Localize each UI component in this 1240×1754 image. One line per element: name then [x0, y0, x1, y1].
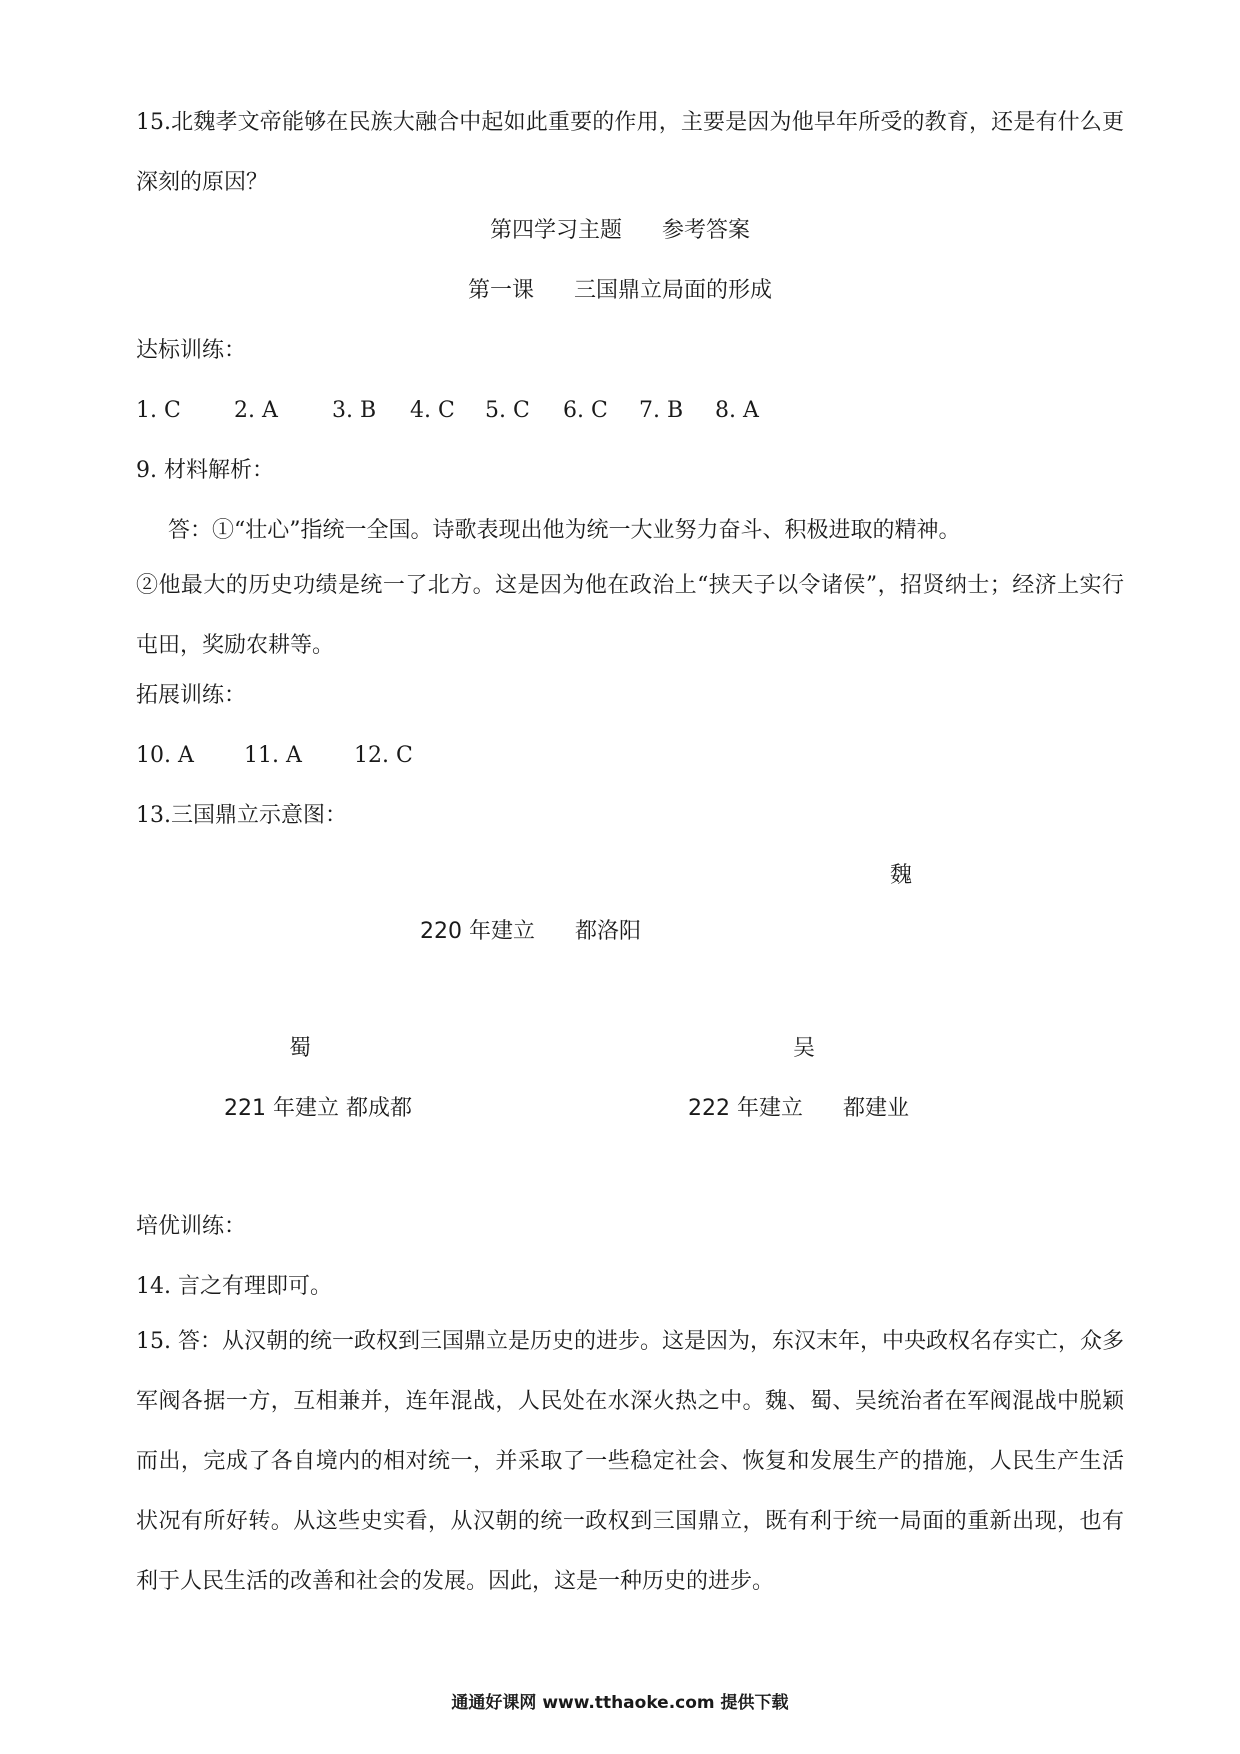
- answer-7: 7. B: [639, 398, 684, 423]
- question-9-answer-1: 答：①“壮心”指统一全国。诗歌表现出他为统一大业努力奋斗、积极进取的精神。: [168, 518, 961, 543]
- shu-name: 蜀: [289, 1036, 312, 1061]
- section-label-basic: 达标训练：: [136, 338, 247, 363]
- answer-6: 6. C: [563, 398, 608, 423]
- answer-2: 2. A: [234, 398, 278, 423]
- answer-5: 5. C: [485, 398, 530, 423]
- answer-12: 12. C: [354, 743, 413, 768]
- question-9-label: 9. 材料解析：: [136, 458, 274, 483]
- wei-capital: 都洛阳: [575, 919, 642, 944]
- answers-title-part2: 参考答案: [662, 218, 751, 243]
- lesson-title: [0, 276, 1240, 306]
- lesson-title-part2: 三国鼎立局面的形成: [574, 278, 773, 303]
- answer-4: 4. C: [410, 398, 455, 423]
- question-15-prompt: 15.北魏孝文帝能够在民族大融合中起如此重要的作用，主要是因为他早年所受的教育，还是有什么更深刻的原因？: [136, 110, 1124, 195]
- section-label-extension: 拓展训练：: [136, 683, 247, 708]
- question-9-answer-2: ②他最大的历史功绩是统一了北方。这是因为他在政治上“挟天子以令诸侯”，招贤纳士；经济上实行屯田，奖励农耕等。: [136, 573, 1124, 658]
- wei-name: 魏: [890, 863, 913, 888]
- answer-1: 1. C: [136, 398, 181, 423]
- question-13-label: 13.三国鼎立示意图：: [136, 803, 347, 828]
- answers-title-part1: 第四学习主题: [489, 218, 622, 243]
- wei-info: [420, 917, 641, 947]
- answer-11: 11. A: [244, 743, 302, 768]
- wu-capital: 都建业: [843, 1096, 910, 1121]
- answer-3: 3. B: [332, 398, 377, 423]
- answers-title: [0, 216, 1240, 246]
- answer-10: 10. A: [136, 743, 194, 768]
- shu-info: 221 年建立 都成都: [224, 1096, 412, 1121]
- wu-info: [688, 1094, 909, 1124]
- wei-founded: 220 年建立: [420, 919, 535, 944]
- answer-8: 8. A: [715, 398, 759, 423]
- wu-founded: 222 年建立: [688, 1096, 803, 1121]
- question-14-answer: 14. 言之有理即可。: [136, 1274, 332, 1299]
- wu-name: 吴: [793, 1036, 816, 1061]
- lesson-title-part1: 第一课: [467, 278, 534, 303]
- page-footer: 通通好课网 www.tthaoke.com 提供下载: [451, 1693, 789, 1713]
- section-label-advanced: 培优训练：: [136, 1214, 247, 1239]
- question-15-answer: 15. 答：从汉朝的统一政权到三国鼎立是历史的进步。这是因为，东汉末年，中央政权名存实亡，众多军阀各据一方，互相兼并，连年混战，人民处在水深火热之中。魏、蜀、吴统治者在军阀混战中脱颖而出，完成了各自境内的相对统一，并采取了一些稳定社会、恢复和发展生产的措施，人民生产生活状况有所好转。从这些史实看，从汉朝的统一政权到三国鼎立，既有利于统一局面的重新出现，也有利于人民生活的改善和社会的发展。因此，这是一种历史的进步。: [136, 1329, 1124, 1594]
